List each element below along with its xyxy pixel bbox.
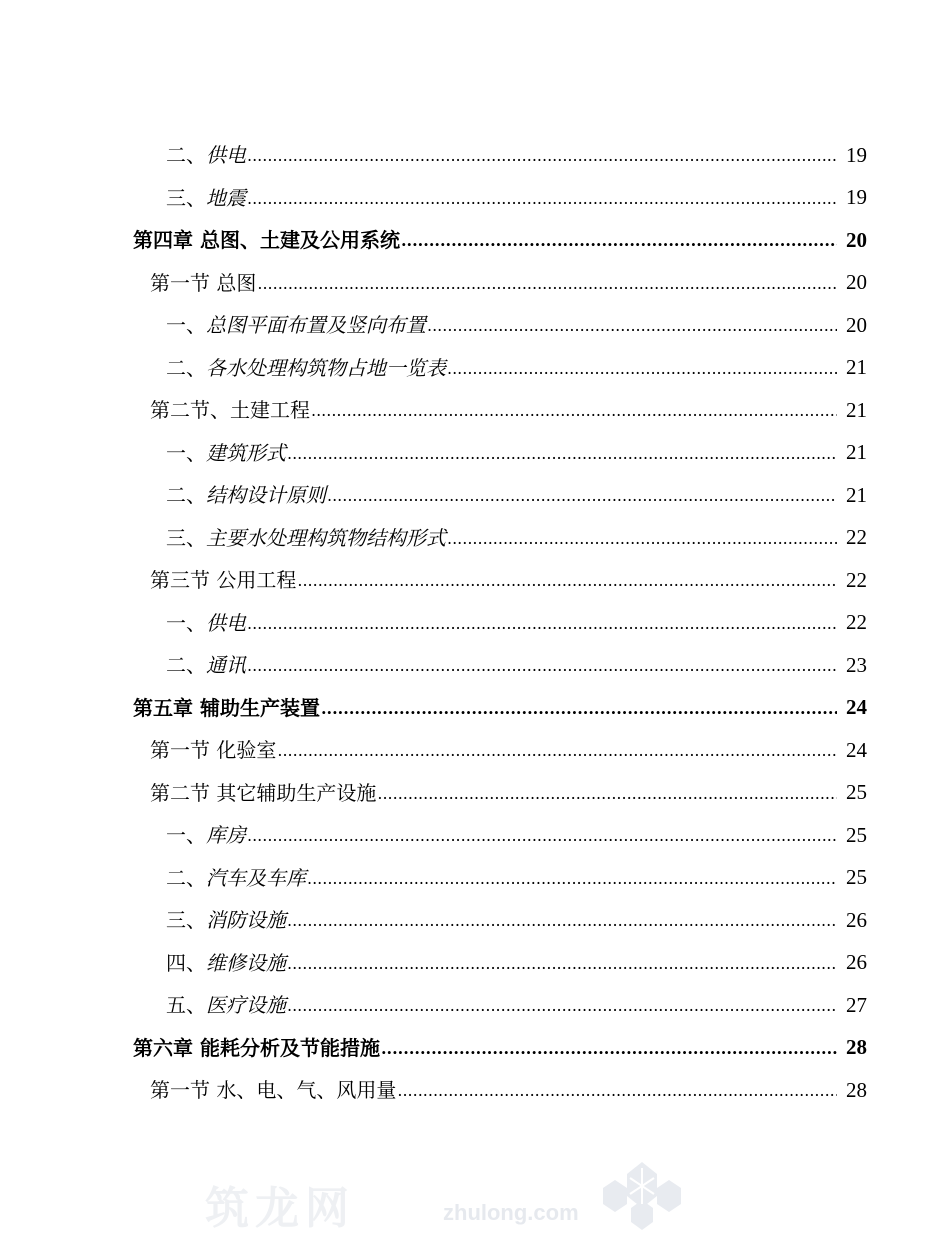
toc-page-number: 21 xyxy=(846,440,867,465)
toc-entry-title: 汽车及车库 xyxy=(206,865,306,890)
toc-page-number-cell xyxy=(839,652,950,677)
toc-entry[interactable] xyxy=(0,389,950,432)
toc-entry[interactable] xyxy=(0,899,950,942)
toc-page-number: 25 xyxy=(846,822,867,847)
snowflake-logo-icon xyxy=(597,1160,687,1230)
toc-entry-prefix: 二、 xyxy=(166,143,206,168)
toc-dot-leader xyxy=(297,573,837,589)
toc-entry[interactable] xyxy=(0,857,950,900)
toc-dot-leader xyxy=(321,701,837,717)
toc-entry-prefix: 四、 xyxy=(166,950,206,975)
toc-dot-leader xyxy=(307,871,837,887)
toc-entry-title: 通讯 xyxy=(206,653,246,678)
toc-page-number: 28 xyxy=(846,1035,867,1060)
toc-entry-title: 库房 xyxy=(206,823,246,848)
toc-entry[interactable] xyxy=(0,942,950,985)
toc-page-number: 21 xyxy=(846,355,867,380)
toc-dot-leader xyxy=(447,361,837,377)
toc-dot-leader xyxy=(247,191,837,207)
toc-page-number: 24 xyxy=(846,737,867,762)
toc-entry-title: 供电 xyxy=(206,610,246,635)
toc-page-number-cell xyxy=(839,867,950,888)
toc-entry[interactable] xyxy=(0,177,950,220)
toc-dot-leader xyxy=(247,148,837,164)
toc-page-number: 27 xyxy=(846,992,867,1017)
toc-entry-title: 第一节 总图 xyxy=(150,270,257,295)
toc-entry[interactable] xyxy=(0,644,950,687)
toc-page-number: 28 xyxy=(846,1077,867,1102)
toc-page-number: 19 xyxy=(846,142,867,167)
toc-dot-leader xyxy=(377,786,837,802)
toc-dot-leader xyxy=(287,913,837,929)
toc-entry-title: 第二节、土建工程 xyxy=(150,398,310,423)
toc-entry[interactable] xyxy=(0,262,950,305)
toc-dot-leader xyxy=(427,318,837,334)
toc-entry[interactable] xyxy=(0,687,950,730)
toc-page-number: 22 xyxy=(846,525,867,550)
toc-dot-leader xyxy=(287,998,837,1014)
toc-page-number: 20 xyxy=(846,270,867,295)
toc-page-number: 22 xyxy=(846,610,867,635)
toc-page-number-cell xyxy=(839,397,950,422)
toc-entry[interactable] xyxy=(0,984,950,1027)
toc-entry-prefix: 二、 xyxy=(166,355,206,380)
toc-dot-leader xyxy=(311,403,837,419)
toc-page-number: 20 xyxy=(846,312,867,337)
toc-dot-leader xyxy=(401,233,837,249)
toc-page-number-cell xyxy=(839,227,950,252)
toc-entry-prefix: 一、 xyxy=(166,823,206,848)
toc-entry-title: 各水处理构筑物占地一览表 xyxy=(206,355,446,380)
toc-dot-leader xyxy=(257,276,837,292)
toc-page-number-cell xyxy=(839,142,950,167)
toc-page-number-cell xyxy=(839,312,950,337)
toc-entry-title: 第六章 能耗分析及节能措施 xyxy=(133,1035,380,1060)
toc-dot-leader xyxy=(247,828,837,844)
toc-dot-leader xyxy=(447,531,837,547)
toc-page-number: 22 xyxy=(846,567,867,592)
toc-page-number: 26 xyxy=(846,950,867,975)
toc-page-number-cell xyxy=(839,187,950,208)
toc-entry[interactable] xyxy=(0,602,950,645)
toc-entry[interactable] xyxy=(0,134,950,177)
toc-entry[interactable] xyxy=(0,304,950,347)
toc-entry[interactable] xyxy=(0,1027,950,1070)
toc-entry-prefix: 一、 xyxy=(166,313,206,338)
toc-entry[interactable] xyxy=(0,347,950,390)
toc-dot-leader xyxy=(287,446,837,462)
toc-entry-title: 第二节 其它辅助生产设施 xyxy=(150,780,377,805)
toc-entry-prefix: 三、 xyxy=(166,525,206,550)
toc-entry-title: 第一节 化验室 xyxy=(150,738,277,763)
toc-entry-title: 消防设施 xyxy=(206,908,286,933)
toc-page-number-cell xyxy=(839,357,950,378)
toc-page-number-cell xyxy=(839,612,950,633)
toc-entry-title: 总图平面布置及竖向布置 xyxy=(206,313,426,338)
toc-entry-prefix: 一、 xyxy=(166,610,206,635)
toc-entry-prefix: 三、 xyxy=(166,185,206,210)
toc-entry-prefix: 一、 xyxy=(166,440,206,465)
toc-entry-title: 建筑形式 xyxy=(206,440,286,465)
toc-entry[interactable] xyxy=(0,219,950,262)
toc-dot-leader xyxy=(397,1083,837,1099)
toc-page-number-cell xyxy=(839,697,950,718)
toc-entry-prefix: 二、 xyxy=(166,865,206,890)
toc-entry[interactable] xyxy=(0,1069,950,1112)
toc-entry[interactable] xyxy=(0,559,950,602)
toc-page-number-cell xyxy=(839,272,950,293)
toc-entry-prefix: 二、 xyxy=(166,483,206,508)
toc-page-number-cell xyxy=(839,527,950,548)
toc-page-number: 25 xyxy=(846,865,867,890)
toc-dot-leader xyxy=(287,956,837,972)
toc-page-number-cell xyxy=(839,737,950,762)
toc-entry-title: 第五章 辅助生产装置 xyxy=(133,695,320,720)
toc-page-number-cell xyxy=(839,952,950,973)
toc-entry-title: 地震 xyxy=(206,185,246,210)
toc-entry-prefix: 二、 xyxy=(166,653,206,678)
toc-dot-leader xyxy=(247,658,837,674)
toc-page-number-cell xyxy=(839,442,950,463)
toc-page-number-cell xyxy=(839,822,950,847)
toc-entry[interactable] xyxy=(0,432,950,475)
toc-page-number: 23 xyxy=(846,652,867,677)
watermark xyxy=(205,1160,725,1234)
toc-page-number: 21 xyxy=(846,482,867,507)
toc-page-number-cell xyxy=(839,992,950,1017)
toc-dot-leader xyxy=(277,743,837,759)
watermark-english-text: zhulong.com xyxy=(443,1200,579,1225)
toc-entry-title: 维修设施 xyxy=(206,950,286,975)
toc-dot-leader xyxy=(247,616,837,632)
toc-entry-title: 供电 xyxy=(206,143,246,168)
toc-page-number: 19 xyxy=(846,185,867,210)
toc-dot-leader xyxy=(381,1041,837,1057)
toc-page-number: 25 xyxy=(846,780,867,805)
toc-entry-prefix: 三、 xyxy=(166,908,206,933)
watermark-chinese-text: 筑龙网 xyxy=(205,1183,355,1234)
toc-entry-title: 医疗设施 xyxy=(206,993,286,1018)
toc-entry-title: 第一节 水、电、气、风用量 xyxy=(150,1078,397,1103)
toc-entry[interactable] xyxy=(0,729,950,772)
toc-page-number-cell xyxy=(839,782,950,803)
toc-entry[interactable] xyxy=(0,517,950,560)
toc-page-number: 26 xyxy=(846,907,867,932)
toc-page-number: 20 xyxy=(846,227,867,252)
toc-page-number-cell xyxy=(839,482,950,507)
toc-entry-title: 结构设计原则 xyxy=(206,483,326,508)
table-of-contents xyxy=(0,134,950,1112)
toc-dot-leader xyxy=(327,488,837,504)
toc-page-number-cell xyxy=(839,907,950,932)
toc-page-number-cell xyxy=(839,1077,950,1102)
toc-page-number-cell xyxy=(839,1037,950,1058)
toc-entry-prefix: 五、 xyxy=(166,993,206,1018)
toc-entry-title: 第四章 总图、土建及公用系统 xyxy=(133,228,400,253)
toc-entry-title: 主要水处理构筑物结构形式 xyxy=(206,525,446,550)
toc-page-number: 21 xyxy=(846,397,867,422)
toc-entry[interactable] xyxy=(0,772,950,815)
toc-entry[interactable] xyxy=(0,474,950,517)
toc-page-number: 24 xyxy=(846,695,867,720)
toc-entry[interactable] xyxy=(0,814,950,857)
toc-entry-title: 第三节 公用工程 xyxy=(150,568,297,593)
toc-page-number-cell xyxy=(839,567,950,592)
